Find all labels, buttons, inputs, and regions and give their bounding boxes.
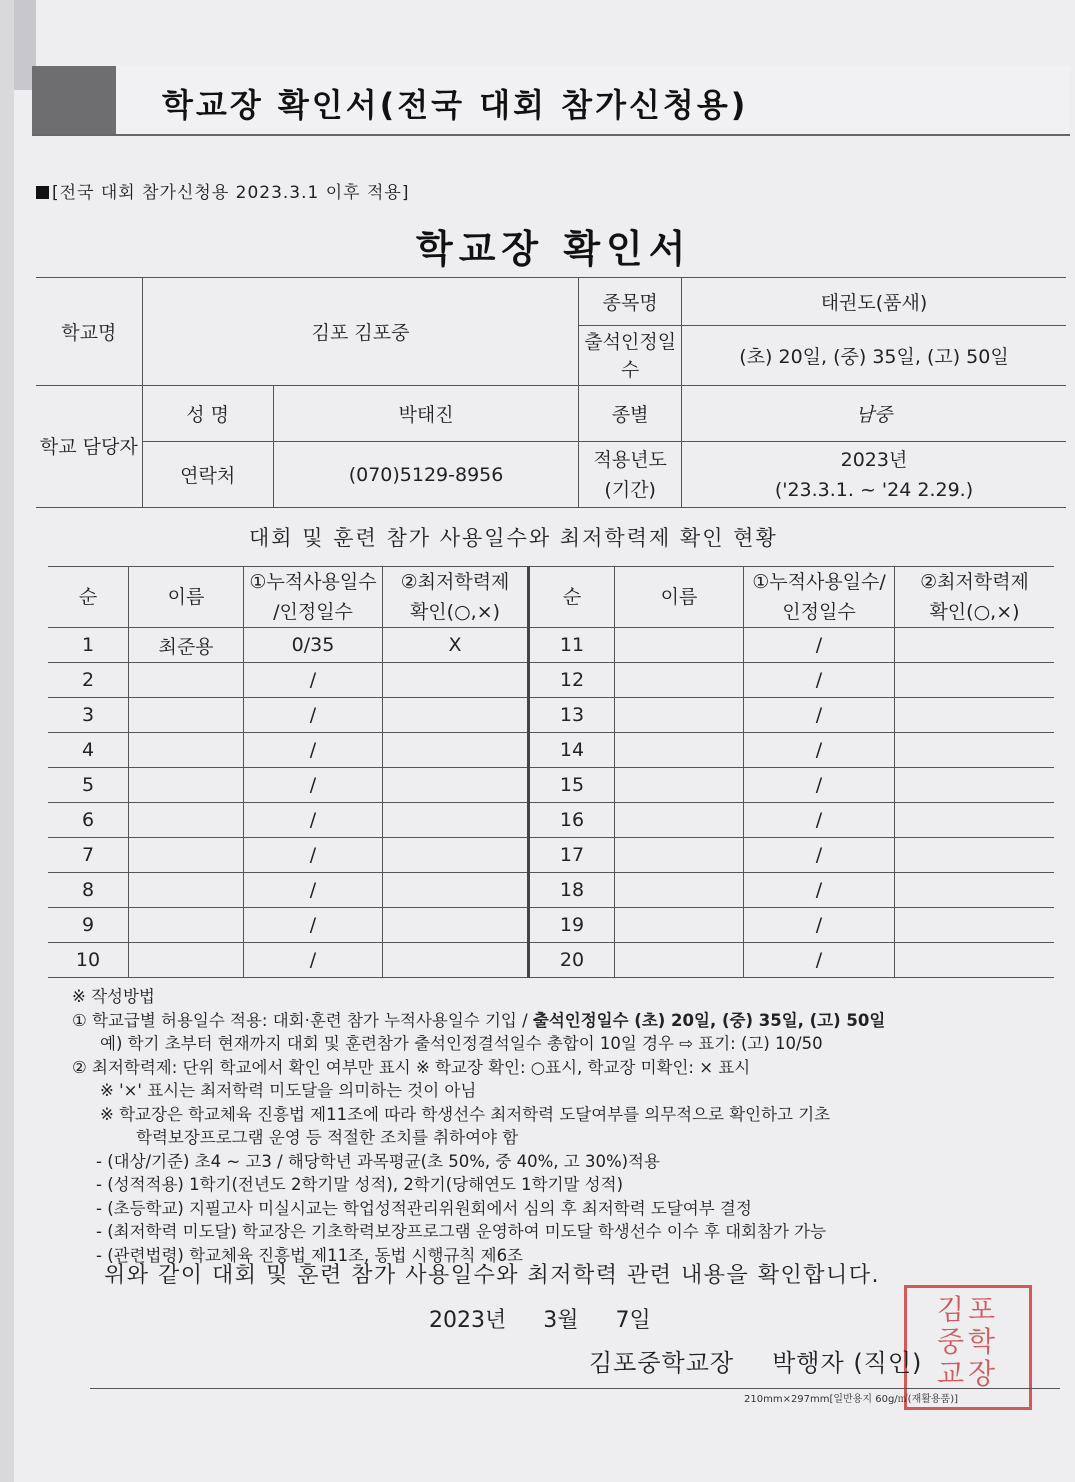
document-page xyxy=(14,0,1075,1482)
row-days: / xyxy=(244,908,383,943)
row-days: / xyxy=(244,873,383,908)
year-label-line2: (기간) xyxy=(604,478,656,501)
row-no: 8 xyxy=(48,873,129,908)
header-name: 이름 xyxy=(129,567,244,628)
row-days: 0/35 xyxy=(244,628,383,663)
row-check-right xyxy=(895,943,1055,978)
row-name xyxy=(129,873,244,908)
row-days: / xyxy=(244,768,383,803)
row-check xyxy=(383,698,529,733)
row-name xyxy=(129,768,244,803)
table-row xyxy=(48,873,1054,908)
paper-spec-footer: 210mm×297mm[일반용지 60g/㎡(재활용품)] xyxy=(744,1394,959,1405)
header-dark-block xyxy=(32,66,116,134)
row-name-right xyxy=(615,663,744,698)
row-name xyxy=(129,908,244,943)
header-no-right: 순 xyxy=(529,567,615,628)
row-no-right: 15 xyxy=(529,768,615,803)
row-check xyxy=(383,838,529,873)
row-days: / xyxy=(244,943,383,978)
row-no: 4 xyxy=(48,733,129,768)
table-row xyxy=(48,733,1054,768)
year-value xyxy=(681,442,1066,508)
row-check-right xyxy=(895,908,1055,943)
row-no-right: 18 xyxy=(529,873,615,908)
header-name-right: 이름 xyxy=(615,567,744,628)
row-no: 2 xyxy=(48,663,129,698)
row-check xyxy=(383,873,529,908)
official-seal-stamp: 김포 중학 교장 xyxy=(904,1285,1032,1410)
row-name xyxy=(129,733,244,768)
contact-label: 연락처 xyxy=(142,442,273,508)
year-label-line1: 적용년도 xyxy=(593,448,667,471)
row-no: 6 xyxy=(48,803,129,838)
row-no: 9 xyxy=(48,908,129,943)
row-no: 10 xyxy=(48,943,129,978)
signature-line xyxy=(589,1343,922,1378)
row-name-right xyxy=(615,838,744,873)
row-check-right xyxy=(895,873,1055,908)
row-no-right: 14 xyxy=(529,733,615,768)
row-name-right xyxy=(615,803,744,838)
contact-value: (070)5129-8956 xyxy=(273,442,579,508)
date-year: 2023년 xyxy=(429,1308,507,1333)
instruction-note-2-cont: 학력보장프로그램 운영 등 적절한 조치를 취하여야 함 xyxy=(136,1128,519,1147)
notice-line xyxy=(36,178,409,203)
row-days-right: / xyxy=(744,943,895,978)
row-no: 3 xyxy=(48,698,129,733)
table-row xyxy=(48,663,1054,698)
instruction-1-example: 예) 학기 초부터 현재까지 대회 및 훈련참가 출석인정결석일수 총합이 10일 경우 ⇨ 표기: (고) 10/50 xyxy=(100,1034,823,1053)
row-check xyxy=(383,943,529,978)
row-check-right xyxy=(895,838,1055,873)
row-days-right: / xyxy=(744,628,895,663)
row-no-right: 13 xyxy=(529,698,615,733)
header-check: ②최저학력제 확인(○,×) xyxy=(383,567,529,628)
instruction-1: ① 학교급별 허용일수 적용: 대회·훈련 참가 누적사용일수 기입 / 출석인정일수 (초) 20일, (중) 35일, (고) 50일 xyxy=(72,1010,886,1030)
name-label: 성 명 xyxy=(142,386,273,442)
row-days: / xyxy=(244,838,383,873)
row-check-right xyxy=(895,698,1055,733)
date-day: 7일 xyxy=(615,1308,651,1333)
row-name-right xyxy=(615,733,744,768)
row-no-right: 19 xyxy=(529,908,615,943)
header-days: ①누적사용일수 /인정일수 xyxy=(244,567,383,628)
row-name xyxy=(129,698,244,733)
year-value-line2: ('23.3.1. ~ '24 2.29.) xyxy=(774,478,974,501)
row-no-right: 12 xyxy=(529,663,615,698)
instructions-title: ※ 작성방법 xyxy=(72,987,155,1006)
row-no-right: 11 xyxy=(529,628,615,663)
principal-name: 박행자 xyxy=(772,1349,845,1377)
table-row xyxy=(48,768,1054,803)
row-days: / xyxy=(244,803,383,838)
section-title: 대회 및 훈련 참가 사용일수와 최저학력제 확인 현황 xyxy=(249,526,778,550)
instruction-item-law: - (관련법령) 학교체육 진흥법 제11조, 동법 시행규칙 제6조 xyxy=(96,1245,523,1265)
row-no-right: 20 xyxy=(529,943,615,978)
row-no: 1 xyxy=(48,628,129,663)
row-name xyxy=(129,663,244,698)
event-value: 태권도(품새) xyxy=(681,278,1066,326)
row-check xyxy=(383,733,529,768)
table-row xyxy=(48,908,1054,943)
row-days-right: / xyxy=(744,698,895,733)
square-bullet-icon xyxy=(36,186,49,199)
year-value-line1: 2023년 xyxy=(840,448,908,471)
row-name-right xyxy=(615,908,744,943)
table-row xyxy=(48,803,1054,838)
row-check xyxy=(383,768,529,803)
header-no: 순 xyxy=(48,567,129,628)
row-name xyxy=(129,803,244,838)
row-days-right: / xyxy=(744,873,895,908)
category-value: 남중 xyxy=(681,386,1066,442)
notice-text: [전국 대회 참가신청용 2023.3.1 이후 적용] xyxy=(52,183,410,203)
header-days-right: ①누적사용일수/ 인정일수 xyxy=(744,567,895,628)
row-days: / xyxy=(244,733,383,768)
row-days-right: / xyxy=(744,663,895,698)
table-row xyxy=(48,698,1054,733)
principal-title: 김포중학교장 xyxy=(589,1349,735,1377)
row-name: 최준용 xyxy=(129,628,244,663)
event-label: 종목명 xyxy=(579,278,682,326)
row-name xyxy=(129,838,244,873)
instructions xyxy=(72,985,1062,1267)
row-name-right xyxy=(615,768,744,803)
school-label: 학교명 xyxy=(36,278,142,386)
row-check: X xyxy=(383,628,529,663)
participant-table xyxy=(48,566,1054,978)
header-check-right: ②최저학력제 확인(○,×) xyxy=(895,567,1055,628)
name-value: 박태진 xyxy=(273,386,579,442)
row-check-right xyxy=(895,768,1055,803)
row-days: / xyxy=(244,698,383,733)
category-label: 종별 xyxy=(579,386,682,442)
row-check-right xyxy=(895,628,1055,663)
row-days-right: / xyxy=(744,908,895,943)
instruction-item-elementary: - (초등학교) 지필고사 미실시교는 학업성적관리위원회에서 심의 후 최저학력 도달여부 결정 xyxy=(96,1198,752,1218)
row-days: / xyxy=(244,663,383,698)
row-check-right xyxy=(895,803,1055,838)
table-row xyxy=(48,838,1054,873)
attendance-value: (초) 20일, (중) 35일, (고) 50일 xyxy=(681,326,1066,386)
row-days-right: / xyxy=(744,768,895,803)
bottom-divider xyxy=(90,1388,1060,1389)
seal-note: (직인) xyxy=(853,1349,923,1377)
row-name-right xyxy=(615,698,744,733)
info-table xyxy=(36,277,1066,508)
row-days-right: / xyxy=(744,838,895,873)
instruction-item-underachieve: - (최저학력 미도달) 학교장은 기초학력보장프로그램 운영하여 미도달 학생선수 이수 후 대회참가 가능 xyxy=(96,1222,827,1241)
date-month: 3월 xyxy=(543,1308,579,1333)
school-value: 김포 김포중 xyxy=(142,278,579,386)
document-title: 학교장 확인서 xyxy=(416,227,692,271)
row-check xyxy=(383,663,529,698)
row-check-right xyxy=(895,663,1055,698)
row-name-right xyxy=(615,873,744,908)
document-date xyxy=(429,1303,651,1334)
instruction-item-target: - (대상/기준) 초4 ~ 고3 / 해당학년 과목평균(초 50%, 중 40%, 고 30%)적용 xyxy=(96,1151,660,1171)
header-title: 학교장 확인서(전국 대회 참가신청용) xyxy=(162,86,749,124)
row-name-right xyxy=(615,943,744,978)
row-check-right xyxy=(895,733,1055,768)
row-days-right: / xyxy=(744,733,895,768)
row-no-right: 16 xyxy=(529,803,615,838)
row-no: 7 xyxy=(48,838,129,873)
table-row xyxy=(48,628,1054,663)
attendance-label: 출석인정일수 xyxy=(579,326,682,386)
instruction-item-grades: - (성적적용) 1학기(전년도 2학기말 성적), 2학기(당해연도 1학기말 성적) xyxy=(96,1175,624,1194)
confirmation-text: 위와 같이 대회 및 훈련 참가 사용일수와 최저학력 관련 내용을 확인합니다. xyxy=(104,1263,880,1288)
participant-rows xyxy=(48,628,1054,978)
row-no-right: 17 xyxy=(529,838,615,873)
year-label xyxy=(579,442,682,508)
manager-label: 학교 담당자 xyxy=(36,386,142,508)
row-name-right xyxy=(615,628,744,663)
instruction-note-2: ※ 학교장은 학교체육 진흥법 제11조에 따라 학생선수 최저학력 도달여부를 의무적으로 확인하고 기초 xyxy=(100,1104,831,1124)
instruction-2: ② 최저학력제: 단위 학교에서 확인 여부만 표시 ※ 학교장 확인: ○표시, 학교장 미확인: × 표시 xyxy=(72,1057,751,1077)
table-row xyxy=(48,943,1054,978)
row-no: 5 xyxy=(48,768,129,803)
instruction-note-1: ※ '×' 표시는 최저학력 미도달을 의미하는 것이 아님 xyxy=(100,1081,477,1100)
row-check xyxy=(383,803,529,838)
row-name xyxy=(129,943,244,978)
row-days-right: / xyxy=(744,803,895,838)
row-check xyxy=(383,908,529,943)
